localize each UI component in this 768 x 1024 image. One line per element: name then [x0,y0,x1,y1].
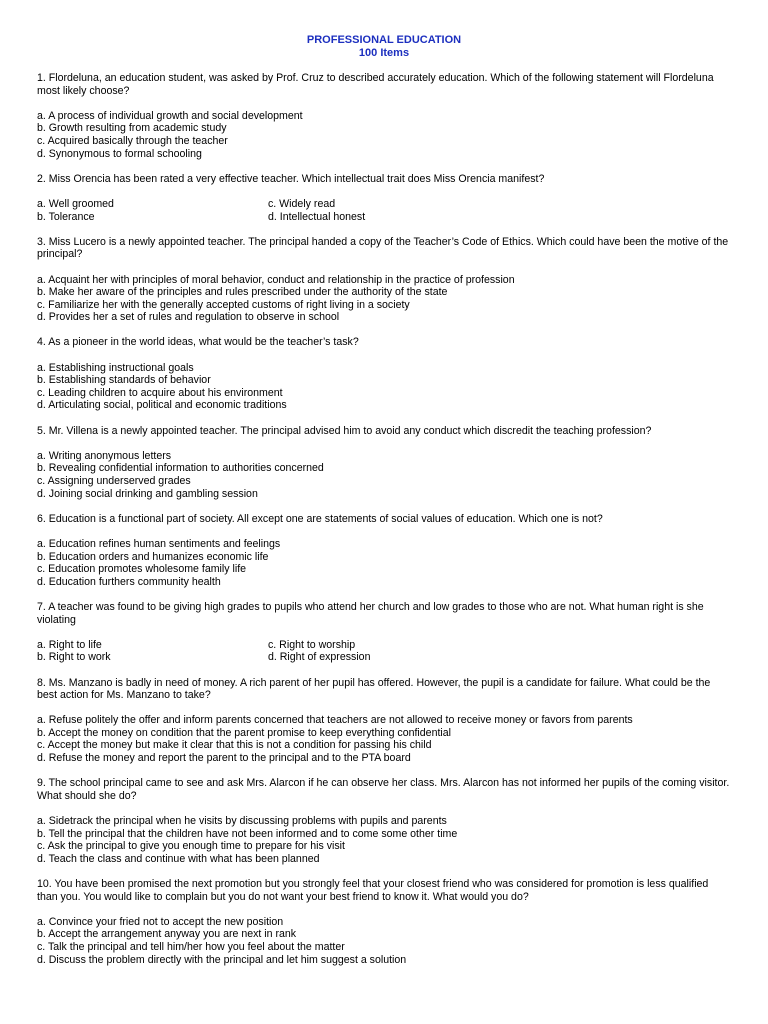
question-5 [37,425,731,501]
option-c: c. Leading children to acquire about his environment [37,386,283,399]
question-text: 5. Mr. Villena is a newly appointed teacher. The principal advised him to avoid any conduct which discredit the teaching profession? [37,424,652,437]
option-d: d. Teach the class and continue with what has been planned [37,852,320,865]
question-3 [37,236,731,324]
option-d: d. Articulating social, political and economic traditions [37,399,287,412]
option-list [37,110,731,160]
option-list [37,538,731,588]
question-text: 6. Education is a functional part of society. All except one are statements of social values of education. Which one is not? [37,512,603,525]
option-d: d. Discuss the problem directly with the principal and let him suggest a solution [37,953,407,966]
question-text: 9. The school principal came to see and ask Mrs. Alarcon if he can observe her class. Mrs. Alarcon has not informed her pupils of the coming visitor. What should she do? [37,777,730,802]
question-9 [37,777,731,865]
option-a: a. Well groomed [37,197,114,210]
question-1 [37,72,731,160]
document-subtitle: 100 Items [358,47,410,59]
option-c: c. Widely read [268,197,336,210]
question-6 [37,513,731,589]
option-b: b. Accept the arrangement anyway you are next in rank [37,928,297,941]
option-a: a. A process of individual growth and social development [37,109,303,122]
question-4 [37,336,731,412]
option-list [37,639,731,664]
option-list [37,916,731,966]
option-a: a. Acquaint her with principles of moral behavior, conduct and relationship in the practice of profession [37,273,515,286]
question-7 [37,601,731,664]
option-a: a. Sidetrack the principal when he visits by discussing problems with pupils and parents [37,815,447,828]
option-c: c. Acquired basically through the teacher [37,134,228,147]
option-a: a. Right to life [37,638,102,651]
option-d: d. Right of expression [268,651,371,664]
question-10 [37,878,731,966]
option-c: c. Education promotes wholesome family life [37,563,247,576]
option-a: a. Writing anonymous letters [37,449,172,462]
option-b: b. Right to work [37,651,111,664]
option-a: a. Convince your fried not to accept the new position [37,915,284,928]
option-c: c. Assigning underserved grades [37,475,191,487]
option-list [37,815,731,865]
question-text: 4. As a pioneer in the world ideas, what would be the teacher’s task? [37,336,359,349]
option-list [37,714,731,764]
question-text: 8. Ms. Manzano is badly in need of money. A rich parent of her pupil has offered. However, the pupil is a candidate for failure. What could be the best action for Ms. Manzano to take? [37,676,711,702]
option-b: b. Accept the money on condition that the parent promise to keep everything confidential [37,726,452,739]
option-c: c. Ask the principal to give you enough time to prepare for his visit [37,840,345,853]
option-list [37,362,731,412]
option-b: b. Education orders and humanizes economic life [37,550,269,563]
option-c: c. Right to worship [268,638,356,651]
option-d: d. Intellectual honest [268,210,366,223]
question-text: 7. A teacher was found to be giving high grades to pupils who attend her church and low grades to those who are not. What human right is she violating [37,600,704,626]
document-page [37,34,731,979]
option-c: c. Accept the money but make it clear that this is not a condition for passing his child [37,739,432,752]
option-list [37,198,731,223]
question-8 [37,677,731,765]
question-2 [37,173,731,223]
question-text: 10. You have been promised the next promotion but you strongly feel that your closest friend who was considered for promotion is less qualified than you. You would like to complain but you do not want your best friend to know it. What would you do? [37,878,709,903]
option-list [37,450,731,500]
question-text: 1. Flordeluna, an education student, was asked by Prof. Cruz to described accurately education. Which of the following statement will Flordeluna most likely choose? [37,72,714,97]
option-a: a. Refuse politely the offer and inform parents concerned that teachers are not allowed to receive money or favors from parents [37,714,633,727]
option-d: d. Education furthers community health [37,575,221,588]
option-a: a. Education refines human sentiments and feelings [37,537,281,550]
option-b: b. Growth resulting from academic study [37,122,227,135]
option-b: b. Tell the principal that the children have not been informed and to come some other time [37,827,458,840]
option-d: d. Provides her a set of rules and regulation to observe in school [37,311,340,324]
option-b: b. Make her aware of the principles and rules prescribed under the authority of the state [37,286,448,299]
option-b: b. Establishing standards of behavior [37,374,211,387]
option-d: d. Joining social drinking and gambling session [37,487,258,500]
option-d: d. Synonymous to formal schooling [37,147,202,160]
option-a: a. Establishing instructional goals [37,361,194,374]
document-title: PROFESSIONAL EDUCATION [306,34,462,46]
question-text: 2. Miss Orencia has been rated a very effective teacher. Which intellectual trait does Miss Orencia manifest? [37,172,545,185]
option-c: c. Familiarize her with the generally accepted customs of right living in a society [37,298,410,311]
option-d: d. Refuse the money and report the parent to the principal and to the PTA board [37,752,411,765]
option-b: b. Revealing confidential information to authorities concerned [37,462,324,475]
document-header [37,34,731,60]
option-list [37,274,731,324]
option-c: c. Talk the principal and tell him/her how you feel about the matter [37,940,345,953]
option-b: b. Tolerance [37,210,95,223]
question-text: 3. Miss Lucero is a newly appointed teacher. The principal handed a copy of the Teacher’s Code of Ethics. Which could have been the motive of the principal? [37,235,729,261]
